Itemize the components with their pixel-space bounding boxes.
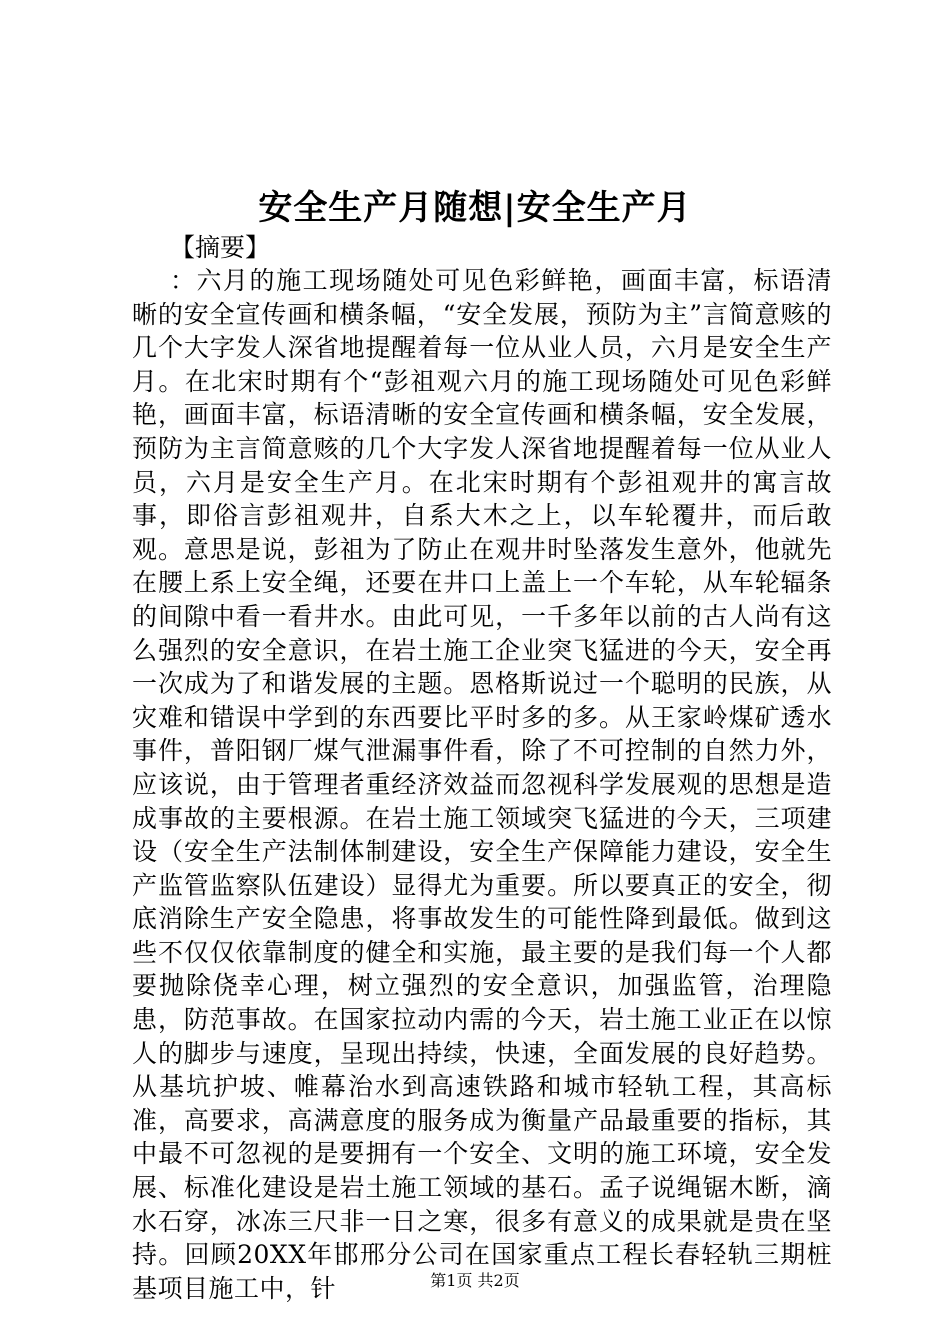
page-number-footer: 第1页 共2页 [430, 1271, 520, 1290]
document-title: 安全生产月随想|安全生产月 [258, 188, 692, 228]
abstract-label: 【摘要】 [170, 233, 271, 262]
body-paragraph: ：六月的施工现场随处可见色彩鲜艳，画面丰富，标语清晰的安全宣传画和横条幅，“安全发展，预防为主”言简意赅的几个大字发人深省地提醒着每一位从业人员，六月是安全生产月。在北宋时期有个“彭祖观六月的施工现场随处可见色彩鲜艳，画面丰富，标语清晰的安全宣传画和横条幅，安全发展，预防为主言简意赅的几个大字发人深省地提醒着每一位从业人员，六月是安全生产月。在北宋时期有个彭祖观井的寓言故事，即俗言彭祖观井，自系大木之上，以车轮覆井，而后敢观。意思是说，彭祖为了防止在观井时坠落发生意外，他就先在腰上系上安全绳，还要在井口上盖上一个车轮，从车轮辐条的间隙中看一看井水。由此可见，一千多年以前的古人尚有这么强烈的安全意识，在岩土施工企业突飞猛进的今天，安全再一次成为了和谐发展的主题。恩格斯说过一个聪明的民族，从灾难和错误中学到的东西要比平时多的多。从王家岭煤矿透水事件，普阳钢厂煤气泄漏事件看，除了不可控制的自然力外，应该说，由于管理者重经济效益而忽视科学发展观的思想是造成事故的主要根源。在岩土施工领域突飞猛进的今天，三项建设（安全生产法制体制建设，安全生产保障能力建设，安全生产监管监察队伍建设）显得尤为重要。所以要真正的安全，彻底消除生产安全隐患，将事故发生的可能性降到最低。做到这些不仅仅依靠制度的健全和实施，最主要的是我们每一个人都要抛除侥幸心理，树立强烈的安全意识，加强监管，治理隐患，防范事故。在国家拉动内需的今天，岩土施工业正在以惊人的脚步与速度，呈现出持续，快速，全面发展的良好趋势。从基坑护坡、帷幕治水到高速铁路和城市轻轨工程，其高标准，高要求，高满意度的服务成为衡量产品最重要的指标，其中最不可忽视的是要拥有一个安全、文明的施工环境，安全发展、标准化建设是岩土施工领域的基石。孟子说绳锯木断，滴水石穿，冰冻三尺非一日之寒，很多有意义的成果就是贵在坚持。回顾20XX年邯邢分公司在国家重点工程长春轻轨三期桩基项目施工中，针 [132, 266, 832, 1303]
